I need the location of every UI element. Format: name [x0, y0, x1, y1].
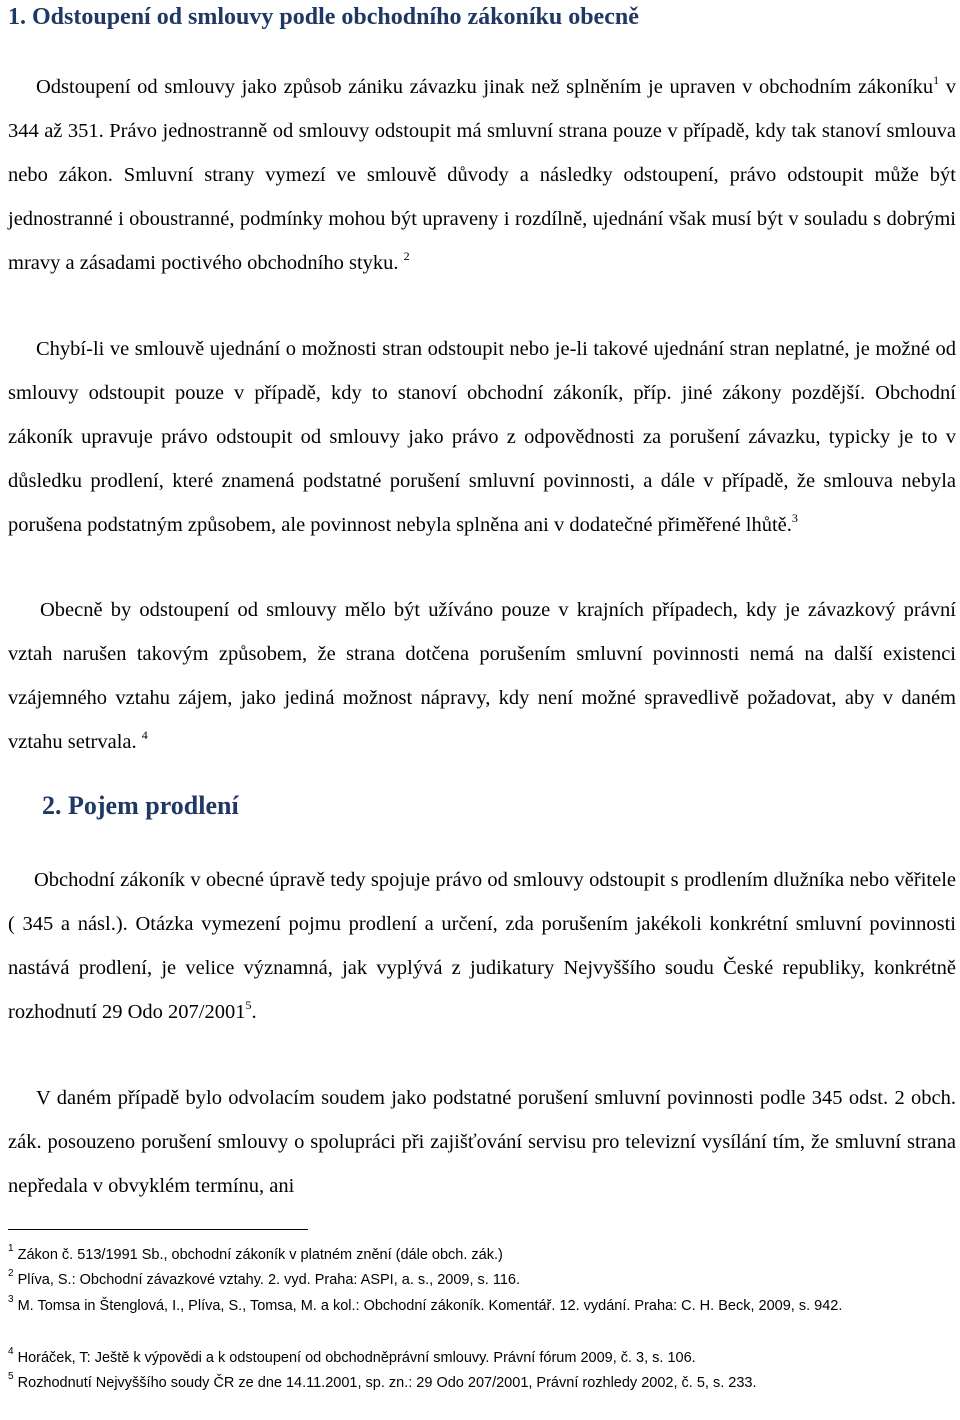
footnote-number: 3: [8, 1294, 14, 1306]
footnote-text: Plíva, S.: Obchodní závazkové vztahy. 2. vyd. Praha: ASPI, a. s., 2009, s. 116.: [17, 1272, 520, 1288]
footnote-ref-1[interactable]: 1: [933, 73, 940, 88]
section-2-paragraph-1: [8, 858, 956, 1034]
paragraph-text: .: [251, 1001, 257, 1023]
section-1-paragraph-2: [8, 327, 956, 547]
section-1-heading: 1. Odstoupení od smlouvy podle obchodního zákoníku obecně: [8, 4, 639, 30]
footnote-text: Zákon č. 513/1991 Sb., obchodní zákoník v platném znění (dále obch. zák.): [17, 1247, 503, 1263]
section-1-paragraph-3: [8, 588, 956, 764]
footnote-4: [8, 1346, 948, 1371]
paragraph-text: Chybí-li ve smlouvě ujednání o možnosti stran odstoupit nebo je-li takové ujednání stran neplatné, je možné od smlouvy odstoupit pouze v případě, kdy to stanoví obchodní zákoník, příp. jiné zákony pozdější. Obchodní zákoník upravuje právo odstoupit od smlouvy jako právo z odpovědnosti za porušení závazku, typicky je to v důsledku prodlení, které znamená podstatné porušení smluvní povinnosti, a dále v případě, že smlouva nebyla porušena podstatným způsobem, ale povinnost nebyla splněna ani v dodatečné přiměřené lhůtě.: [8, 338, 956, 536]
footnote-1: [8, 1243, 948, 1268]
section-1-paragraph-1: [8, 65, 956, 285]
section-2-paragraph-2: [8, 1076, 956, 1208]
paragraph-text: V daném případě bylo odvolacím soudem jako podstatné porušení smluvní povinnosti podle 345 odst. 2 obch. zák. posouzeno porušení smlouvy o spolupráci při zajišťování servisu pro televizní vysílání tím, že smluvní strana nepředala v obvyklém termínu, ani: [8, 1087, 956, 1197]
footnote-separator: [8, 1229, 308, 1230]
paragraph-text: Obchodní zákoník v obecné úpravě tedy spojuje právo od smlouvy odstoupit s prodlením dlužníka nebo věřitele ( 345 a násl.). Otázka vymezení pojmu prodlení a určení, zda porušením jakékoli konkrétní smluvní povinnosti nastává prodlení, je velice významná, jak vyplývá z judikatury Nejvyššího soudu České republiky, konkrétně rozhodnutí 29 Odo 207/2001: [8, 869, 956, 1023]
footnote-number: 5: [8, 1371, 14, 1383]
paragraph-text: v 344 až 351. Právo jednostranně od smlouvy odstoupit má smluvní strana pouze v případě, kdy tak stanoví smlouva nebo zákon. Smluvní strany vymezí ve smlouvě důvody a následky odstoupení, právo odstoupit může být jednostranné i oboustranné, podmínky mohou být upraveny i rozdílně, ujednání však musí být v souladu s dobrými mravy a zásadami poctivého obchodního styku.: [8, 76, 957, 274]
footnote-text: Rozhodnutí Nejvyššího soudy ČR ze dne 14.11.2001, sp. zn.: 29 Odo 207/2001, Právní rozhledy 2002, č. 5, s. 233.: [17, 1375, 757, 1391]
paragraph-text: Odstoupení od smlouvy jako způsob zániku závazku jinak než splněním je upraven v obchodním zákoníku: [36, 76, 934, 98]
section-2-heading: 2. Pojem prodlení: [42, 791, 239, 820]
footnote-ref-4[interactable]: 4: [141, 728, 148, 743]
footnote-ref-2[interactable]: 2: [403, 249, 410, 264]
footnote-5: [8, 1371, 948, 1396]
footnote-text: Horáček, T: Ještě k výpovědi a k odstoupení od obchodněprávní smlouvy. Právní fórum 2009, č. 3, s. 106.: [17, 1350, 696, 1366]
footnote-number: 1: [8, 1243, 14, 1255]
footnote-number: 4: [8, 1346, 14, 1358]
footnote-2: [8, 1268, 948, 1293]
paragraph-text: Obecně by odstoupení od smlouvy mělo být užíváno pouze v krajních případech, kdy je závazkový právní vztah narušen takovým způsobem, že strana dotčena porušením smluvní povinnosti nemá na další existenci vzájemného vztahu zájem, jako jediná možnost nápravy, kdy není možné spravedlivě požadovat, aby v daném vztahu setrvala.: [8, 599, 956, 753]
footnote-ref-3[interactable]: 3: [791, 511, 798, 526]
footnote-text: M. Tomsa in Štenglová, I., Plíva, S., Tomsa, M. a kol.: Obchodní zákoník. Komentář. 12. vydání. Praha: C. H. Beck, 2009, s. 942.: [17, 1298, 843, 1314]
footnote-number: 2: [8, 1268, 14, 1280]
footnote-3: [8, 1294, 948, 1319]
footnote-ref-5[interactable]: 5: [245, 998, 252, 1013]
